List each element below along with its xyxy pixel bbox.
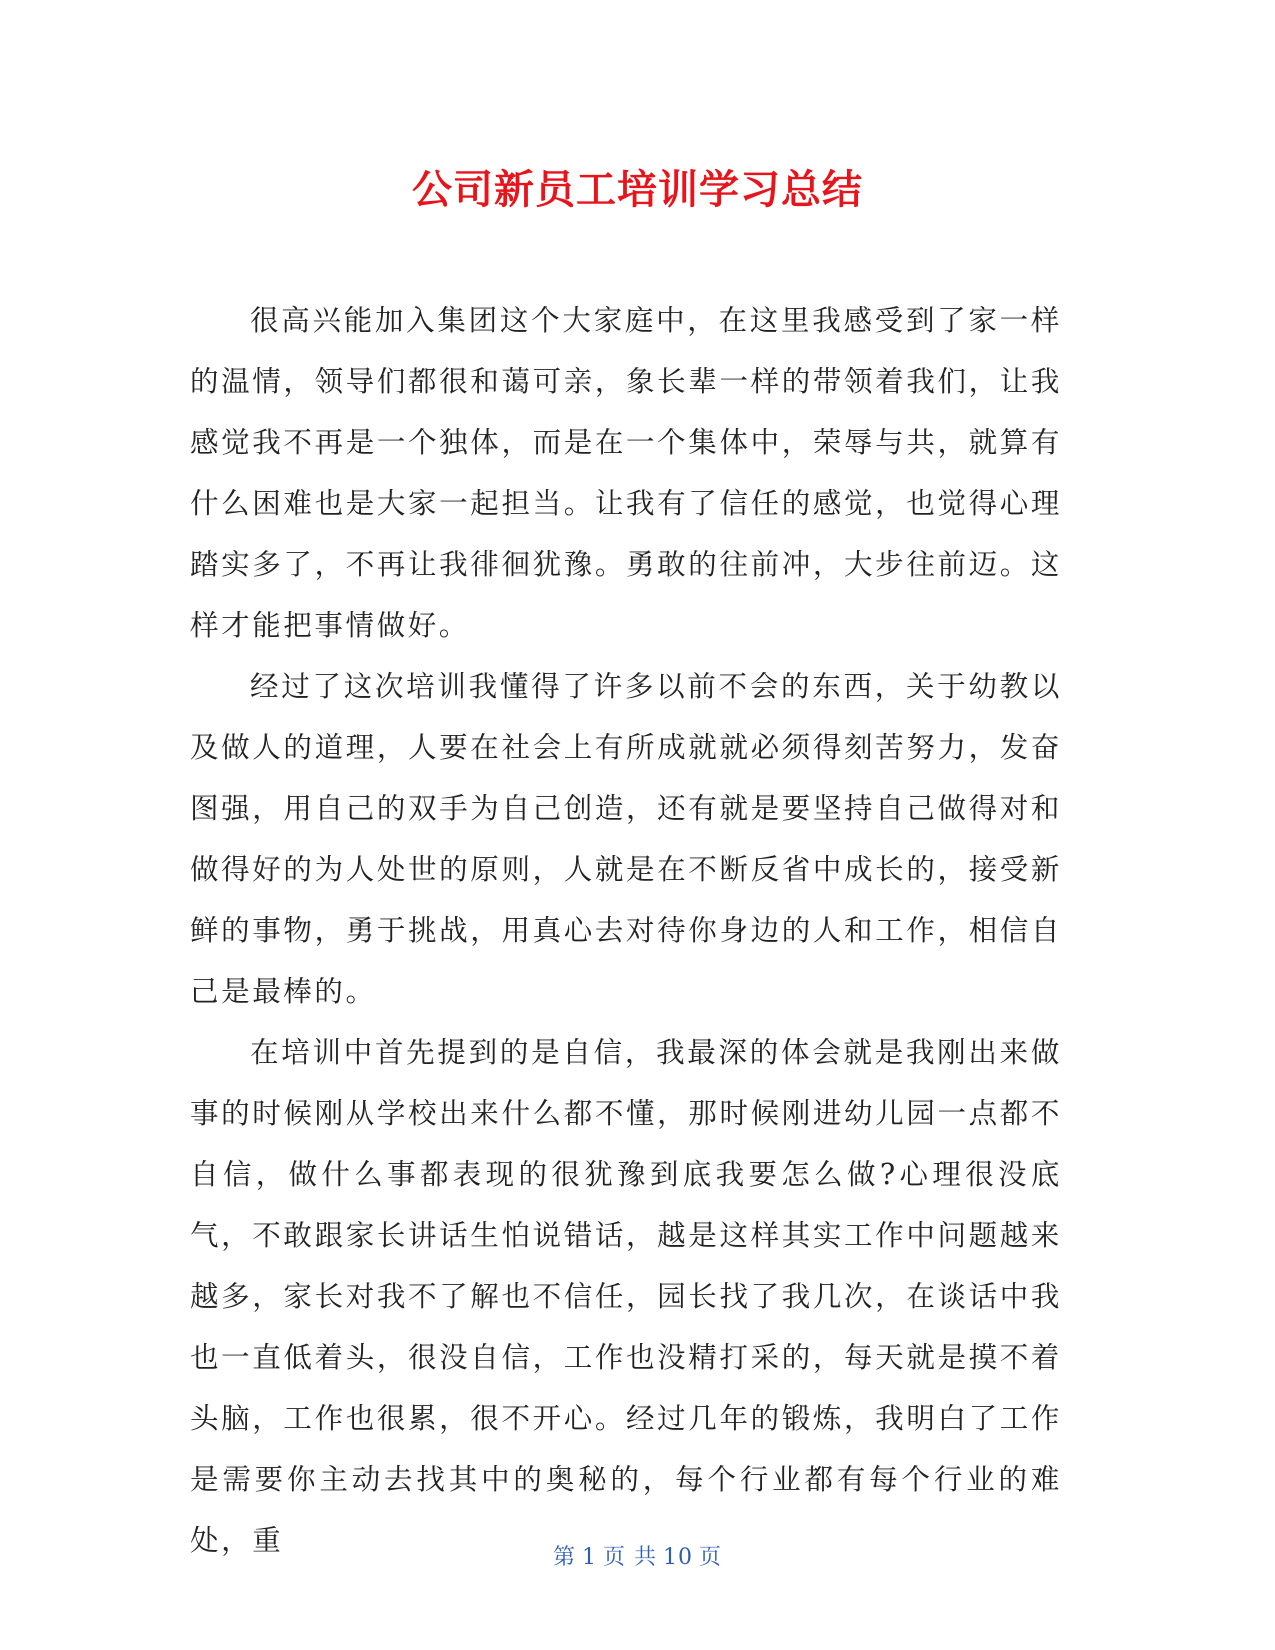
document-title: 公司新员工培训学习总结 [412,167,863,213]
paragraph-1: 很高兴能加入集团这个大家庭中，在这里我感受到了家一样的温情，领导们都很和蔼可亲，象长辈一样的带领着我们，让我感觉我不再是一个独体，而是在一个集体中，荣辱与共，就算有什么困难也是大家一起担当。让我有了信任的感觉，也觉得心理踏实多了，不再让我徘徊犹豫。勇敢的往前冲，大步往前迈。这样才能把事情做好。 [190,304,1062,642]
page-label-suffix: 页 [699,1545,723,1570]
page-number: 1 [582,1545,597,1570]
total-pages: 10 [663,1545,693,1570]
page-label-prefix: 第 [552,1545,576,1570]
page-footer [0,1540,1275,1571]
paragraph-3: 在培训中首先提到的是自信，我最深的体会就是我刚出来做事的时候刚从学校出来什么都不懂，那时候刚进幼儿园一点都不自信，做什么事都表现的很犹豫到底我要怎么做?心理很没底气，不敢跟家长讲话生怕说错话，越是这样其实工作中问题越来越多，家长对我不了解也不信任，园长找了我几次，在谈话中我也一直低着头，很没自信，工作也没精打采的，每天就是摸不着头脑，工作也很累，很不开心。经过几年的锻炼，我明白了工作是需要你主动去找其中的奥秘的，每个行业都有每个行业的难处，重 [190,1036,1062,1557]
paragraph-2: 经过了这次培训我懂得了许多以前不会的东西，关于幼教以及做人的道理，人要在社会上有所成就就必须得刻苦努力，发奋图强，用自己的双手为自己创造，还有就是要坚持自己做得对和做得好的为人处世的原则，人就是在不断反省中成长的，接受新鲜的事物，勇于挑战，用真心去对待你身边的人和工作，相信自己是最棒的。 [190,670,1062,1008]
page-label-mid: 页 共 [603,1545,657,1570]
document-body [190,290,1062,1571]
